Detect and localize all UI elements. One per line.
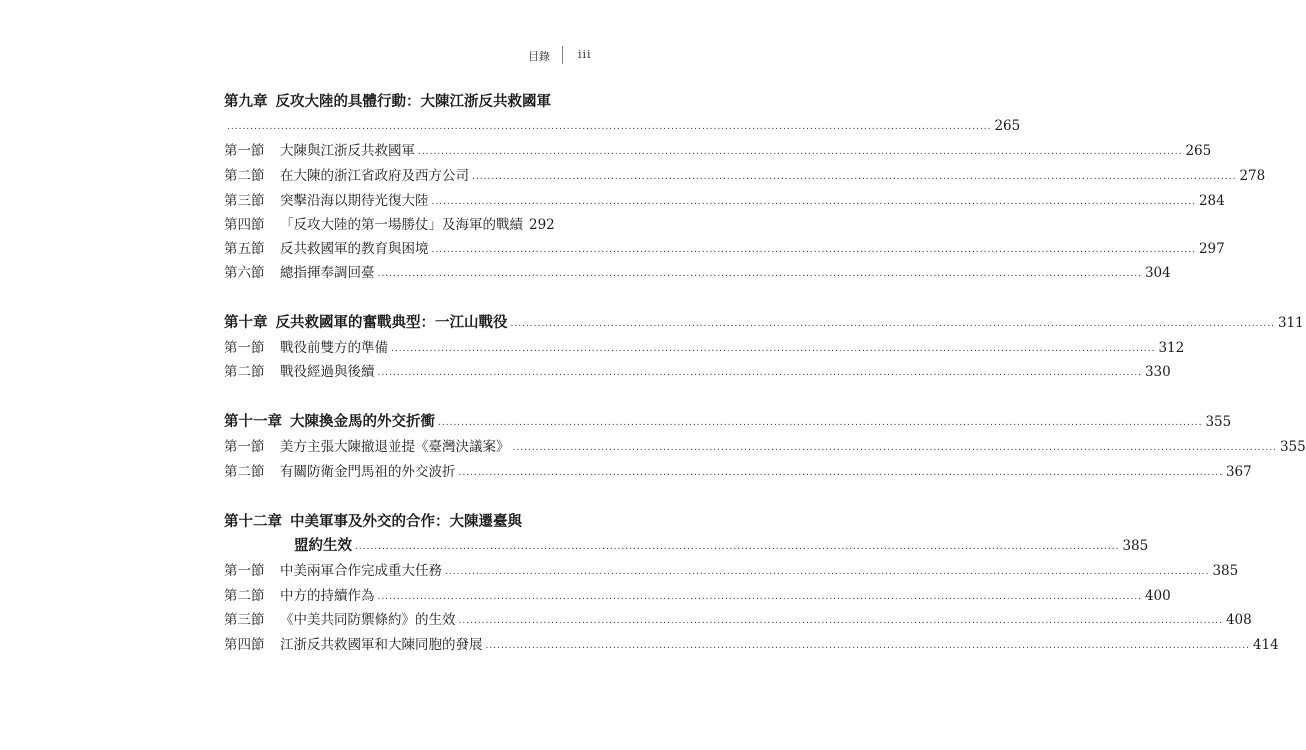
section-label: 第二節 xyxy=(224,364,265,380)
section-title: 突擊沿海以期待光復大陸 xyxy=(280,193,429,209)
section-title: 反共救國軍的教育與困境 xyxy=(280,241,429,257)
page-ref: 265 xyxy=(994,118,1021,134)
chapter-label: 第十二章 xyxy=(224,513,282,530)
page-ref: 311 xyxy=(1277,315,1304,331)
section-title: 「反攻大陸的第一場勝仗」及海軍的戰績 xyxy=(280,217,523,233)
section-label: 第一節 xyxy=(224,340,265,356)
toc-section xyxy=(224,559,1239,581)
toc-chapter-10 xyxy=(224,311,1304,333)
leader-dots xyxy=(459,612,1223,630)
page-ref: 367 xyxy=(1225,464,1252,480)
page-ref: 284 xyxy=(1198,193,1225,209)
section-title: 江浙反共救國軍和大陳同胞的發展 xyxy=(280,637,483,653)
page-ref: 312 xyxy=(1158,340,1185,356)
page-ref: 385 xyxy=(1122,538,1149,554)
leader-dots xyxy=(391,340,1155,358)
running-head-divider xyxy=(562,46,563,64)
chapter-title: 中美軍事及外交的合作：大陳遷臺與 xyxy=(290,513,522,530)
running-head-section: 目錄 xyxy=(528,50,550,63)
leader-dots xyxy=(432,241,1196,259)
section-title: 美方主張大陳撤退並提《臺灣決議案》 xyxy=(280,439,510,455)
page-ref: 265 xyxy=(1185,143,1212,159)
leader-dots xyxy=(227,118,991,136)
page-ref: 385 xyxy=(1212,563,1239,579)
toc-section xyxy=(224,360,1171,382)
section-title: 中美兩軍合作完成重大任務 xyxy=(280,563,442,579)
toc-section xyxy=(224,633,1279,655)
toc-section xyxy=(224,460,1252,482)
leader-dots xyxy=(445,563,1209,581)
page-ref: 408 xyxy=(1225,612,1252,628)
section-title: 戰役前雙方的準備 xyxy=(280,340,388,356)
section-title: 中方的持續作為 xyxy=(280,588,375,604)
chapter-label: 第十章 xyxy=(224,314,268,331)
toc-section xyxy=(224,189,1225,211)
toc-section xyxy=(224,139,1212,161)
chapter-label: 第九章 xyxy=(224,93,268,110)
leader-dots xyxy=(355,538,1119,556)
toc-section xyxy=(224,336,1185,358)
leader-dots xyxy=(459,464,1223,482)
section-label: 第六節 xyxy=(224,265,265,281)
toc-section xyxy=(224,164,1266,186)
toc-section xyxy=(224,435,1306,457)
leader-dots xyxy=(432,193,1196,211)
leader-dots xyxy=(472,168,1236,186)
section-label: 第二節 xyxy=(224,588,265,604)
page-ref: 330 xyxy=(1144,364,1171,380)
leader-dots xyxy=(378,265,1142,283)
section-label: 第一節 xyxy=(224,439,265,455)
running-head xyxy=(500,46,600,66)
leader-dots xyxy=(438,414,1202,432)
toc-chapter-12 xyxy=(224,510,552,532)
section-label: 第四節 xyxy=(224,217,265,233)
section-label: 第一節 xyxy=(224,143,265,159)
section-title: 大陳與江浙反共救國軍 xyxy=(280,143,415,159)
toc-chapter-12-cont xyxy=(224,534,1149,556)
leader-dots xyxy=(511,315,1275,333)
section-label: 第二節 xyxy=(224,168,265,184)
page-ref: 355 xyxy=(1205,414,1232,430)
page-ref: 400 xyxy=(1144,588,1171,604)
section-title: 有關防衛金門馬祖的外交波折 xyxy=(280,464,456,480)
toc-chapter-11 xyxy=(224,410,1232,432)
toc-section xyxy=(224,608,1252,630)
page-number: iii xyxy=(578,48,592,61)
page-ref: 292 xyxy=(529,217,555,233)
section-label: 第三節 xyxy=(224,612,265,628)
chapter-title: 反共救國軍的奮戰典型：一江山戰役 xyxy=(275,314,508,331)
page-ref: 278 xyxy=(1239,168,1266,184)
chapter-title-continued: 盟約生效 xyxy=(294,537,352,554)
toc-chapter-9-page-line xyxy=(224,114,1021,136)
leader-dots xyxy=(378,588,1142,606)
section-label: 第五節 xyxy=(224,241,265,257)
page-ref: 297 xyxy=(1198,241,1225,257)
toc-chapter-9 xyxy=(224,90,552,112)
toc-section xyxy=(224,584,1171,606)
toc-section xyxy=(224,237,1225,259)
leader-dots xyxy=(513,439,1277,457)
section-label: 第三節 xyxy=(224,193,265,209)
chapter-label: 第十一章 xyxy=(224,413,282,430)
section-label: 第四節 xyxy=(224,637,265,653)
page-ref: 414 xyxy=(1252,637,1279,653)
toc-section xyxy=(224,213,555,235)
section-title: 總指揮奉調回臺 xyxy=(280,265,375,281)
section-title: 在大陳的浙江省政府及西方公司 xyxy=(280,168,469,184)
chapter-title: 大陳換金馬的外交折衝 xyxy=(290,413,435,430)
page-ref: 304 xyxy=(1144,265,1171,281)
section-title: 《中美共同防禦條約》的生效 xyxy=(280,612,456,628)
leader-dots xyxy=(486,637,1250,655)
leader-dots xyxy=(378,364,1142,382)
page-ref: 355 xyxy=(1279,439,1306,455)
section-label: 第二節 xyxy=(224,464,265,480)
toc-section xyxy=(224,261,1171,283)
chapter-title: 反攻大陸的具體行動：大陳江浙反共救國軍 xyxy=(275,93,551,110)
section-title: 戰役經過與後續 xyxy=(280,364,375,380)
section-label: 第一節 xyxy=(224,563,265,579)
leader-dots xyxy=(418,143,1182,161)
